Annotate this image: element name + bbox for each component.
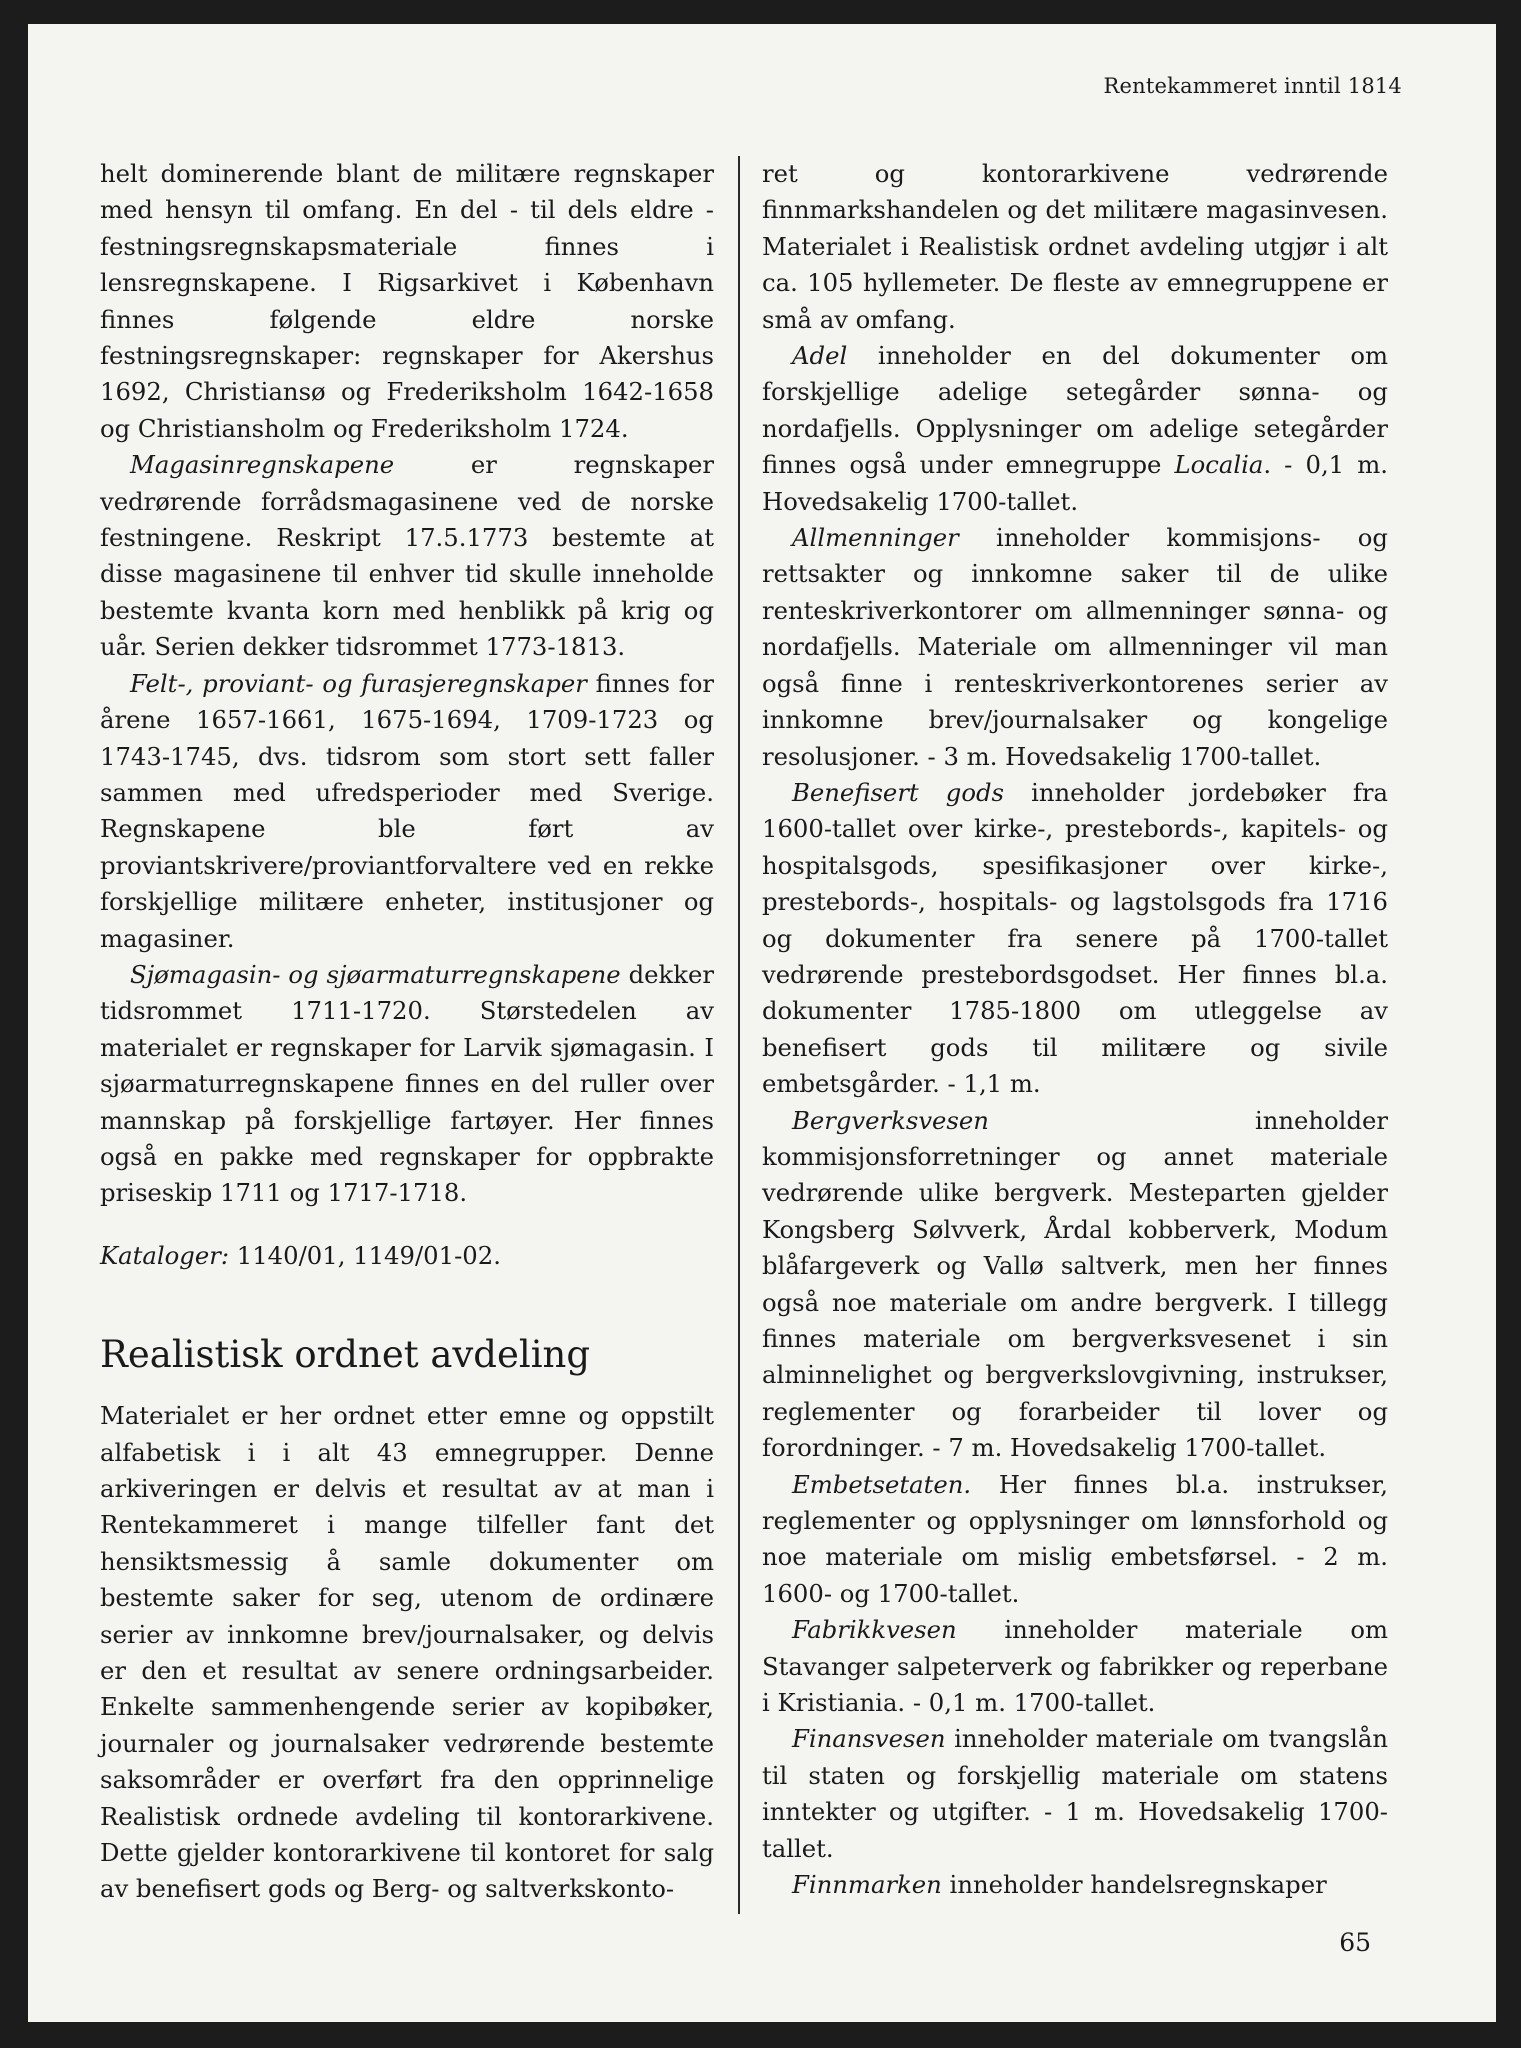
paragraph-text: inneholder en del dokumenter om forskjellige adelige setegårder sønna- og nordafjells. Opplysninger om adelige setegårder finnes også under emnegruppe (762, 341, 1388, 480)
paragraph-text: dekker tidsrommet 1711-1720. Størstedelen av materialet er regnskaper for Larvik sjømagasin. I sjøarmaturregnskapene finnes en del ruller over mannskap på forskjellige fartøyer. Her finnes også en pakke med regnskaper for oppbrakte priseskip 1711 og 1717-1718. (100, 959, 714, 1208)
paragraph-lead: Magasinregnskapene (130, 450, 395, 480)
right-column (762, 156, 1388, 1904)
left-column (100, 156, 714, 1908)
paragraph (762, 1867, 1388, 1903)
paragraph-text: inneholder handelsregnskaper (941, 1870, 1327, 1900)
document-page (28, 24, 1496, 2022)
running-head: Rentekammeret inntil 1814 (1103, 74, 1402, 98)
paragraph (100, 447, 714, 665)
paragraph-lead: Adel (792, 341, 848, 371)
paragraph-text: inneholder materiale om tvangslån til staten og forskjellig materiale om statens inntekter og utgifter. - 1 m. Hovedsakelig 1700-tallet. (762, 1724, 1388, 1863)
paragraph (100, 666, 714, 957)
paragraph-lead: Benefisert gods (792, 777, 1004, 807)
paragraph-text: . - 0,1 m. Hovedsakelig 1700-tallet. (762, 450, 1388, 516)
paragraph-lead: Bergverksvesen (792, 1105, 989, 1135)
paragraph-text: inneholder kommisjons- og rettsakter og innkomne saker til de ulike renteskriverkontorer om allmenninger sønna- og nordafjells. Materiale om allmenninger vil man også finne i renteskriverkontorenes serier av innkomne brev/journalsaker og kongelige resolusjoner. - 3 m. Hovedsakelig 1700-tallet. (762, 523, 1388, 771)
paragraph-text: inneholder jordebøker fra 1600-tallet over kirke-, prestebords-, kapitels- og hospitalsgods, spesifikasjoner over kirke-, prestebords-, hospitals- og lagstolsgods fra 1716 og dokumenter fra senere på 1700-tallet vedrørende prestebordsgodset. Her finnes bl.a. dokumenter 1785-1800 om utleggelse av benefisert gods til militære og sivile embetsgårder. - 1,1 m. (762, 777, 1388, 1099)
page-number: 65 (1339, 1928, 1371, 1957)
paragraph: Materialet er her ordnet etter emne og oppstilt alfabetisk i i alt 43 emnegrupper. Denne arkiveringen er delvis et resultat av at man i Rentekammeret i mange tilfeller fant det hensiktsmessig å samle dokumenter om bestemte saker for seg, utenom de ordinære serier av innkomne brev/journalsaker, og delvis er den et resultat av senere ordningsarbeider. Enkelte sammenhengende serier av kopibøker, journaler og journalsaker vedrørende bestemte saksområder er overført fra den opprinnelige Realistisk ordnede avdeling til kontorarkivene. Dette gjelder kontorarkivene til kontoret for salg av benefisert gods og Berg- og saltverkskonto- (100, 1401, 714, 1904)
inline-italic: Localia (1174, 450, 1264, 480)
paragraph: ret og kontorarkivene vedrørende finnmarkshandelen og det militære magasinvesen. Materialet i Realistisk ordnet avdeling utgjør i alt ca. 105 hyllemeter. De fleste av emnegruppene er små av omfang. (762, 159, 1388, 334)
paragraph-text: inneholder materiale om Stavanger salpeterverk og fabrikker og reperbane i Kristiania. - 0,1 m. 1700-tallet. (762, 1615, 1388, 1718)
paragraph-lead: Finnmarken (792, 1870, 942, 1900)
paragraph (100, 957, 714, 1212)
paragraph (762, 1103, 1388, 1467)
paragraph-text: er regnskaper vedrørende forrådsmagasinene ved de norske festningene. Reskript 17.5.1773 bestemte at disse magasinene til enhver tid skulle inneholde bestemte kvanta korn med henblikk på krig og uår. Serien dekker tidsrommet 1773-1813. (100, 450, 714, 662)
paragraph-text: finnes for årene 1657-1661, 1675-1694, 1709-1723 og 1743-1745, dvs. tidsrom som stort sett faller sammen med ufredsperioder med Sverige. Regnskapene ble ført av proviantskrivere/proviantforvaltere ved en rekke forskjellige militære enheter, institusjoner og magasiner. (100, 668, 714, 953)
paragraph (762, 1467, 1388, 1613)
paragraph-lead: Sjømagasin- og sjøarmaturregnskapene (130, 959, 621, 989)
column-divider (738, 156, 740, 1914)
paragraph-lead: Finansvesen (792, 1724, 946, 1754)
paragraph (762, 775, 1388, 1103)
paragraph-text: Her finnes bl.a. instrukser, reglementer og opplysninger om lønnsforhold og noe materiale om mislig embetsførsel. - 2 m. 1600- og 1700-tallet. (762, 1469, 1388, 1608)
catalog-text: 1140/01, 1149/01-02. (229, 1240, 501, 1270)
catalog-lead: Kataloger: (100, 1240, 230, 1270)
paragraph-lead: Allmenninger (792, 523, 959, 553)
paragraph: helt dominerende blant de militære regnskaper med hensyn til omfang. En del - til dels eldre - festningsregnskapsmateriale finnes i lensregnskapene. I Rigsarkivet i København finnes følgende eldre norske festningsregnskaper: regnskaper for Akershus 1692, Christiansø og Frederiksholm 1642-1658 og Christiansholm og Frederiksholm 1724. (100, 159, 714, 443)
paragraph (762, 1612, 1388, 1721)
paragraph (762, 520, 1388, 775)
paragraph-lead: Embetsetaten. (792, 1469, 972, 1499)
paragraph (762, 1721, 1388, 1867)
paragraph-lead: Felt-, proviant- og furasjeregnskaper (130, 668, 587, 698)
paragraph (762, 338, 1388, 520)
section-heading: Realistisk ordnet avdeling (100, 1333, 591, 1377)
catalog-reference (100, 1238, 714, 1274)
paragraph-text: inneholder kommisjonsforretninger og annet materiale vedrørende ulike bergverk. Mesteparten gjelder Kongsberg Sølvverk, Årdal kobberverk, Modum blåfargeverk og Vallø saltverk, men her finnes også noe materiale om andre bergverk. I tillegg finnes materiale om bergverksvesenet i sin alminnelighet og bergverkslovgivning, instrukser, reglementer og forarbeider til lover og forordninger. - 7 m. Hovedsakelig 1700-tallet. (762, 1105, 1388, 1463)
paragraph-lead: Fabrikkvesen (792, 1615, 957, 1645)
